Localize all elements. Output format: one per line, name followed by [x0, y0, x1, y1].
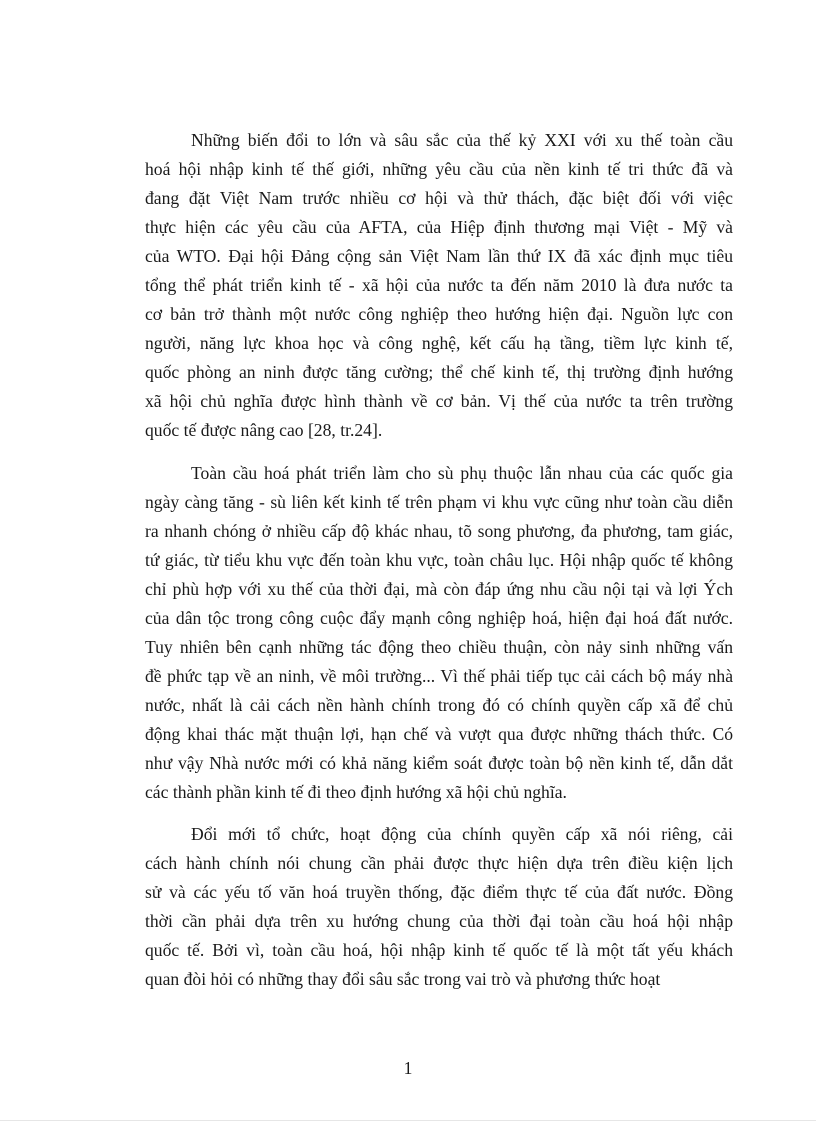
- paragraph-line: Những biến đổi to lớn và sâu sắc của thế kỷ XXI với xu thế toàn cầu: [191, 130, 733, 150]
- paragraph-line: sử và các yếu tố văn hoá truyền thống, đặc điểm thực tế của đất nước. Đồng: [145, 882, 733, 902]
- paragraph-line: nước, nhất là cải cách nền hành chính trong đó có chính quyền cấp xã để chủ: [145, 695, 733, 715]
- paragraph-line: quốc tế được nâng cao [28, tr.24].: [145, 420, 383, 440]
- page-number: 1: [403, 1058, 413, 1078]
- paragraph-line: cách hành chính nói chung cần phải được thực hiện dựa trên điều kiện lịch: [145, 853, 733, 873]
- paragraph-line: các thành phần kinh tế đi theo định hướng xã hội chủ nghĩa.: [145, 782, 567, 802]
- paragraph-line: động khai thác mặt thuận lợi, hạn chế và vượt qua được những thách thức. Có: [145, 724, 733, 744]
- paragraph-line: của dân tộc trong công cuộc đẩy mạnh công nghiệp hoá, hiện đại hoá đất nước.: [145, 608, 733, 628]
- paragraph-line: đang đặt Việt Nam trước nhiều cơ hội và thử thách, đặc biệt đối với việc: [145, 188, 733, 208]
- paragraph-line: như vậy Nhà nước mới có khả năng kiểm soát được toàn bộ nền kinh tế, dẫn dắt: [145, 753, 733, 773]
- paragraph-line: hoá hội nhập kinh tế thế giới, những yêu cầu của nền kinh tế tri thức đã và: [145, 159, 733, 179]
- paragraph-line: ra nhanh chóng ở nhiều cấp độ khác nhau, tõ song phương, đa phương, tam giác,: [145, 521, 733, 541]
- paragraph-line: thời cần phải dựa trên xu hướng chung của thời đại toàn cầu hoá hội nhập: [145, 911, 733, 931]
- paragraph-line: của WTO. Đại hội Đảng cộng sản Việt Nam lần thứ IX đã xác định mục tiêu: [145, 246, 733, 266]
- paragraph-line: Đổi mới tổ chức, hoạt động của chính quyền cấp xã nói riêng, cải: [191, 824, 733, 844]
- paragraph-line: quốc tế. Bởi vì, toàn cầu hoá, hội nhập kinh tế quốc tế là một tất yếu khách: [145, 940, 733, 960]
- paragraph-line: Tuy nhiên bên cạnh những tác động theo chiều thuận, còn nảy sinh những vấn: [145, 637, 733, 657]
- paragraph-line: người, năng lực khoa học và công nghệ, kết cấu hạ tầng, tiềm lực kinh tế,: [145, 333, 733, 353]
- paragraph-line: Toàn cầu hoá phát triển làm cho sù phụ thuộc lẫn nhau của các quốc gia: [191, 463, 733, 483]
- paragraph-line: quốc phòng an ninh được tăng cường; thể chế kinh tế, thị trường định hướng: [145, 362, 733, 382]
- paragraph-line: thực hiện các yêu cầu của AFTA, của Hiệp định thương mại Việt - Mỹ và: [145, 217, 733, 237]
- page-bottom-edge: [0, 1120, 816, 1121]
- paragraph-line: chỉ phù hợp với xu thế của thời đại, mà còn đáp ứng nhu cầu nội tại và lợi Ých: [145, 579, 733, 599]
- paragraph-line: tứ giác, từ tiểu khu vực đến toàn khu vực, toàn châu lục. Hội nhập quốc tế không: [145, 550, 733, 570]
- paragraph-line: cơ bản trở thành một nước công nghiệp theo hướng hiện đại. Nguồn lực con: [145, 304, 733, 324]
- paragraph-line: đề phức tạp về an ninh, về môi trường... Vì thế phải tiếp tục cải cách bộ máy nhà: [145, 666, 733, 686]
- paragraph-line: xã hội chủ nghĩa được hình thành về cơ bản. Vị thế của nước ta trên trường: [145, 391, 733, 411]
- paragraph-line: quan đòi hỏi có những thay đổi sâu sắc trong vai trò và phương thức hoạt: [145, 969, 661, 989]
- paragraph-line: ngày càng tăng - sù liên kết kinh tế trên phạm vi khu vực cũng như toàn cầu diễn: [145, 492, 733, 512]
- paragraph-line: tổng thể phát triển kinh tế - xã hội của nước ta đến năm 2010 là đưa nước ta: [145, 275, 733, 295]
